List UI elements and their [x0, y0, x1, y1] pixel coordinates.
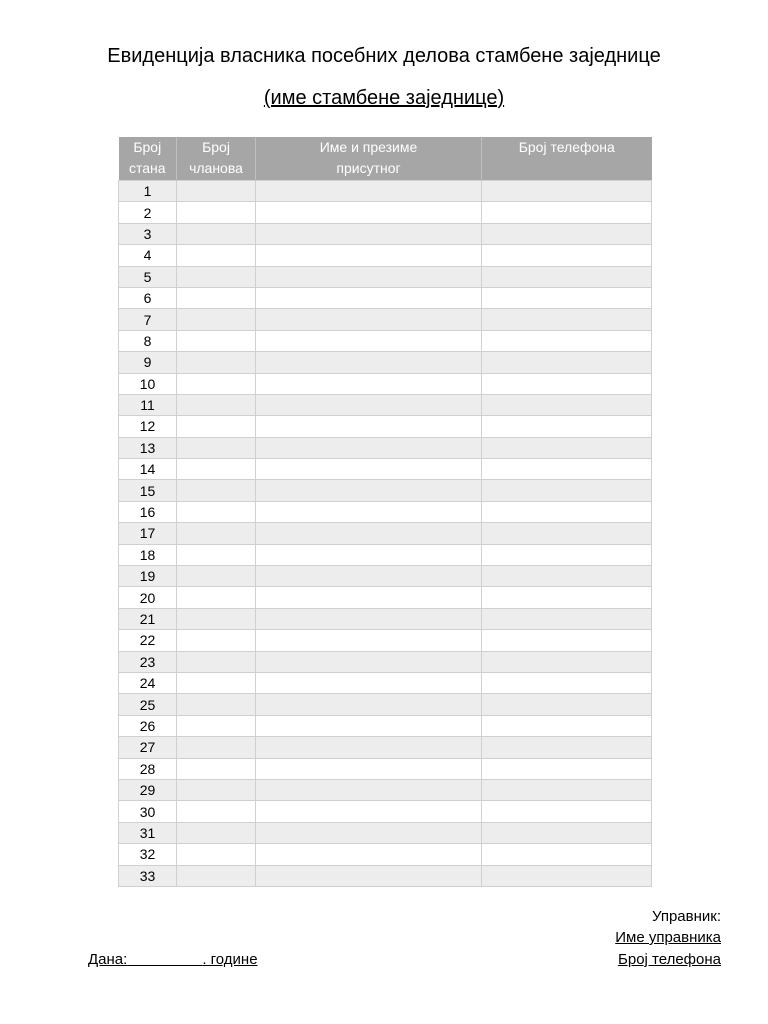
phone-number-cell	[482, 373, 652, 394]
member-count-cell	[177, 480, 256, 501]
table-row	[119, 330, 652, 351]
apartment-number-cell: 10	[119, 373, 177, 394]
header-line: присутног	[336, 160, 401, 176]
table-row	[119, 501, 652, 522]
member-count-cell	[177, 501, 256, 522]
member-count-cell	[177, 416, 256, 437]
table-row	[119, 287, 652, 308]
phone-number-cell	[482, 865, 652, 886]
table-row	[119, 544, 652, 565]
attendee-name-cell	[256, 287, 482, 308]
member-count-cell	[177, 801, 256, 822]
member-count-cell	[177, 202, 256, 223]
member-count-cell	[177, 394, 256, 415]
apartment-number-cell: 25	[119, 694, 177, 715]
apartment-number-cell: 3	[119, 223, 177, 244]
table-row	[119, 394, 652, 415]
phone-number-cell	[482, 480, 652, 501]
apartment-number-cell: 15	[119, 480, 177, 501]
member-count-cell	[177, 608, 256, 629]
member-count-cell	[177, 245, 256, 266]
apartment-number-cell: 2	[119, 202, 177, 223]
attendee-name-cell	[256, 437, 482, 458]
member-count-cell	[177, 672, 256, 693]
apartment-number-cell: 12	[119, 416, 177, 437]
manager-phone: Број телефона	[618, 951, 721, 968]
phone-number-cell	[482, 223, 652, 244]
apartment-number-cell: 14	[119, 459, 177, 480]
header-line: Број	[202, 139, 230, 155]
table-row	[119, 758, 652, 779]
member-count-cell	[177, 223, 256, 244]
apartment-number-cell: 29	[119, 779, 177, 800]
apartment-number-cell: 22	[119, 630, 177, 651]
table-row	[119, 416, 652, 437]
member-count-cell	[177, 352, 256, 373]
phone-number-cell	[482, 544, 652, 565]
apartment-number-cell: 18	[119, 544, 177, 565]
table-row	[119, 309, 652, 330]
apartment-number-cell: 24	[119, 672, 177, 693]
header-line: Име и презиме	[319, 139, 418, 155]
phone-number-cell	[482, 758, 652, 779]
attendee-name-cell	[256, 566, 482, 587]
attendee-name-cell	[256, 608, 482, 629]
apartment-number-cell: 17	[119, 523, 177, 544]
table-row	[119, 223, 652, 244]
phone-number-cell	[482, 266, 652, 287]
header-apartment-number	[119, 137, 177, 181]
apartment-number-cell: 28	[119, 758, 177, 779]
table-row	[119, 523, 652, 544]
date-blank	[127, 951, 202, 968]
attendee-name-cell	[256, 330, 482, 351]
member-count-cell	[177, 630, 256, 651]
apartment-number-cell: 32	[119, 844, 177, 865]
attendee-name-cell	[256, 822, 482, 843]
apartment-number-cell: 31	[119, 822, 177, 843]
member-count-cell	[177, 758, 256, 779]
table-row	[119, 352, 652, 373]
table-row	[119, 566, 652, 587]
apartment-number-cell: 21	[119, 608, 177, 629]
date-line	[88, 949, 258, 970]
header-line: стана	[128, 160, 166, 176]
table-row	[119, 181, 652, 202]
phone-number-cell	[482, 459, 652, 480]
phone-number-cell	[482, 309, 652, 330]
table-row	[119, 715, 652, 736]
phone-number-cell	[482, 737, 652, 758]
table-header	[119, 137, 652, 181]
header-phone-number	[482, 137, 652, 181]
table-body	[119, 181, 652, 887]
document-subtitle	[0, 84, 768, 112]
table-row	[119, 266, 652, 287]
manager-label: Управник:	[651, 908, 721, 925]
header-line: Број	[133, 139, 162, 155]
apartment-number-cell: 7	[119, 309, 177, 330]
phone-number-cell	[482, 352, 652, 373]
phone-number-cell	[482, 844, 652, 865]
apartment-number-cell: 30	[119, 801, 177, 822]
member-count-cell	[177, 459, 256, 480]
attendee-name-cell	[256, 480, 482, 501]
attendee-name-cell	[256, 373, 482, 394]
member-count-cell	[177, 737, 256, 758]
attendee-name-cell	[256, 309, 482, 330]
member-count-cell	[177, 330, 256, 351]
attendee-name-cell	[256, 352, 482, 373]
table-row	[119, 694, 652, 715]
phone-number-cell	[482, 394, 652, 415]
attendee-name-cell	[256, 779, 482, 800]
attendee-name-cell	[256, 715, 482, 736]
table-row	[119, 202, 652, 223]
header-line: Број телефона	[518, 139, 615, 155]
attendee-name-cell	[256, 651, 482, 672]
table-row	[119, 587, 652, 608]
member-count-cell	[177, 181, 256, 202]
member-count-cell	[177, 266, 256, 287]
table-row	[119, 459, 652, 480]
phone-number-cell	[482, 694, 652, 715]
table-row	[119, 779, 652, 800]
community-name-placeholder: (име стамбене заједнице)	[263, 87, 505, 109]
attendee-name-cell	[256, 245, 482, 266]
phone-number-cell	[482, 801, 652, 822]
attendee-name-cell	[256, 202, 482, 223]
phone-number-cell	[482, 566, 652, 587]
apartment-number-cell: 27	[119, 737, 177, 758]
attendee-name-cell	[256, 844, 482, 865]
phone-number-cell	[482, 608, 652, 629]
member-count-cell	[177, 694, 256, 715]
table-row	[119, 801, 652, 822]
phone-number-cell	[482, 416, 652, 437]
date-suffix: . године	[202, 951, 258, 968]
attendee-name-cell	[256, 737, 482, 758]
date-label: Дана:	[88, 951, 128, 968]
apartment-number-cell: 23	[119, 651, 177, 672]
member-count-cell	[177, 437, 256, 458]
phone-number-cell	[482, 587, 652, 608]
phone-number-cell	[482, 287, 652, 308]
member-count-cell	[177, 373, 256, 394]
phone-number-cell	[482, 501, 652, 522]
table-row	[119, 608, 652, 629]
member-count-cell	[177, 651, 256, 672]
table-row	[119, 865, 652, 886]
apartment-number-cell: 20	[119, 587, 177, 608]
member-count-cell	[177, 544, 256, 565]
header-member-count	[177, 137, 256, 181]
attendee-name-cell	[256, 416, 482, 437]
attendee-name-cell	[256, 544, 482, 565]
apartment-number-cell: 6	[119, 287, 177, 308]
table-row	[119, 651, 652, 672]
apartment-number-cell: 9	[119, 352, 177, 373]
apartment-number-cell: 11	[119, 394, 177, 415]
phone-number-cell	[482, 202, 652, 223]
table-row	[119, 737, 652, 758]
phone-number-cell	[482, 523, 652, 544]
member-count-cell	[177, 865, 256, 886]
document-title: Евиденција власника посебних делова стамбене заједнице	[107, 45, 661, 67]
phone-number-cell	[482, 822, 652, 843]
apartment-number-cell: 26	[119, 715, 177, 736]
apartment-number-cell: 1	[119, 181, 177, 202]
apartment-number-cell: 8	[119, 330, 177, 351]
phone-number-cell	[482, 672, 652, 693]
table-row	[119, 437, 652, 458]
table-row	[119, 822, 652, 843]
table-row	[119, 672, 652, 693]
header-line: чланова	[189, 160, 243, 176]
apartment-number-cell: 33	[119, 865, 177, 886]
member-count-cell	[177, 587, 256, 608]
attendee-name-cell	[256, 630, 482, 651]
member-count-cell	[177, 844, 256, 865]
attendee-name-cell	[256, 223, 482, 244]
attendee-name-cell	[256, 523, 482, 544]
apartment-number-cell: 4	[119, 245, 177, 266]
member-count-cell	[177, 287, 256, 308]
apartment-number-cell: 13	[119, 437, 177, 458]
member-count-cell	[177, 779, 256, 800]
phone-number-cell	[482, 715, 652, 736]
phone-number-cell	[482, 245, 652, 266]
attendee-name-cell	[256, 266, 482, 287]
phone-number-cell	[482, 630, 652, 651]
header-row	[119, 137, 652, 181]
attendee-name-cell	[256, 865, 482, 886]
phone-number-cell	[482, 779, 652, 800]
attendee-name-cell	[256, 181, 482, 202]
table-row	[119, 844, 652, 865]
phone-number-cell	[482, 437, 652, 458]
member-count-cell	[177, 715, 256, 736]
apartment-number-cell: 19	[119, 566, 177, 587]
phone-number-cell	[482, 330, 652, 351]
member-count-cell	[177, 566, 256, 587]
apartment-number-cell: 5	[119, 266, 177, 287]
attendee-name-cell	[256, 501, 482, 522]
table-row	[119, 480, 652, 501]
table-row	[119, 373, 652, 394]
phone-number-cell	[482, 651, 652, 672]
attendee-name-cell	[256, 758, 482, 779]
manager-name: Име управника	[615, 929, 721, 946]
member-count-cell	[177, 822, 256, 843]
phone-number-cell	[482, 181, 652, 202]
attendee-name-cell	[256, 694, 482, 715]
attendee-name-cell	[256, 672, 482, 693]
table-row	[119, 245, 652, 266]
owners-register-table	[118, 137, 652, 887]
member-count-cell	[177, 523, 256, 544]
attendee-name-cell	[256, 801, 482, 822]
header-attendee-name	[256, 137, 482, 181]
apartment-number-cell: 16	[119, 501, 177, 522]
table-row	[119, 630, 652, 651]
member-count-cell	[177, 309, 256, 330]
attendee-name-cell	[256, 394, 482, 415]
attendee-name-cell	[256, 459, 482, 480]
attendee-name-cell	[256, 587, 482, 608]
